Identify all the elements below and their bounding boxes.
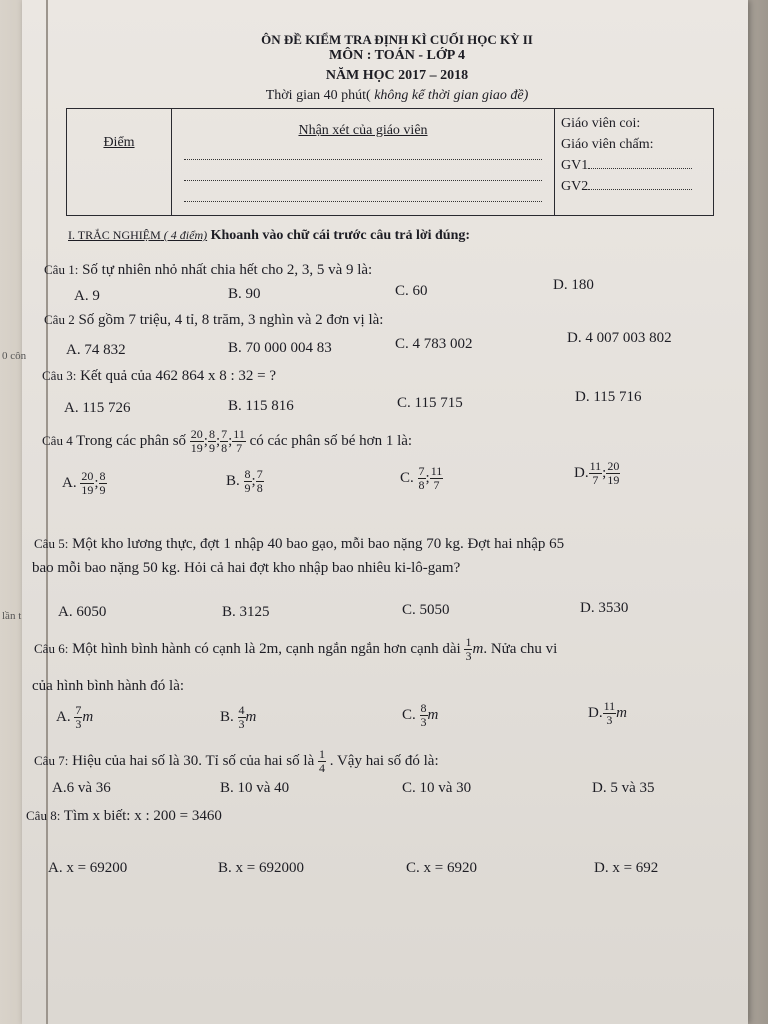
q2-option-d: D. 4 007 003 802: [567, 330, 672, 346]
q6-option-a: A. $\frac{7}{3}$ m: [56, 703, 94, 731]
q8-option-a: A. x = 69200: [48, 860, 128, 876]
section-heading: I. TRẮC NGHIỆM ( 4 điểm) Khoanh vào chữ cái trước câu trả lời đúng:: [68, 228, 471, 243]
teacher-cell: Giáo viên coi: Giáo viên chấm: GV1 GV2: [555, 109, 714, 216]
exam-sheet: [22, 0, 748, 1024]
fraction: $\frac{20}{19}$: [190, 427, 203, 455]
exam-title: ÔN ĐỀ KIỂM TRA ĐỊNH KÌ CUỐI HỌC KỲ II: [261, 32, 533, 47]
q1-option-c: C. 60: [395, 283, 428, 299]
question-8: Câu 8: Tìm x biết: x : 200 = 3460: [26, 808, 222, 824]
side-fragment: lần t: [2, 610, 22, 622]
q4-option-c: C. $\frac{7}{8}$ ; $\frac{11}{7}$: [400, 464, 443, 492]
q1-option-a: A. 9: [74, 288, 100, 304]
question-6-cont: của hình bình hành đó là:: [32, 678, 185, 694]
question-5: Câu 5: Một kho lương thực, đợt 1 nhập 40 bao gạo, mỗi bao nặng 70 kg. Đợt hai nhập 65: [34, 536, 565, 552]
q3-option-d: D. 115 716: [575, 389, 642, 405]
comment-cell: Nhận xét của giáo viên: [172, 109, 555, 216]
q6-option-d: D. $\frac{11}{3}$ m: [588, 699, 627, 727]
q1-option-b: B. 90: [228, 286, 261, 302]
question-6: Câu 6: Một hình bình hành có cạnh là 2m, cạnh ngắn ngắn hơn cạnh dài $\frac{1}{3}$ m. Nửa chu vi: [34, 635, 558, 663]
q6-option-c: C. $\frac{8}{3}$ m: [402, 701, 439, 729]
q7-option-c: C. 10 và 30: [402, 780, 472, 796]
question-3: Câu 3: Kết quả của 462 864 x 8 : 32 = ?: [42, 368, 276, 384]
q5-option-d: D. 3530: [580, 600, 629, 616]
q5-option-c: C. 5050: [402, 602, 450, 618]
q4-option-a: A. $\frac{20}{19}$ ; $\frac{8}{9}$: [62, 469, 106, 497]
q7-option-d: D. 5 và 35: [592, 780, 655, 796]
q5-option-a: A. 6050: [58, 604, 107, 620]
school-year: NĂM HỌC 2017 – 2018: [325, 68, 469, 83]
q8-option-d: D. x = 692: [594, 860, 659, 876]
fraction: $\frac{7}{8}$: [221, 427, 228, 455]
question-7: Câu 7: Hiệu của hai số là 30. Tỉ số của hai số là $\frac{1}{4}$ . Vậy hai số đó là:: [34, 747, 439, 775]
fraction: $\frac{8}{9}$: [208, 427, 215, 455]
q8-option-c: C. x = 6920: [406, 860, 477, 876]
q8-option-b: B. x = 692000: [218, 860, 304, 876]
subject-line: MÔN : TOÁN - LỚP 4: [329, 48, 465, 63]
q5-option-b: B. 3125: [222, 604, 270, 620]
q3-option-b: B. 115 816: [228, 398, 294, 414]
question-1: Câu 1: Số tự nhiên nhỏ nhất chia hết cho 2, 3, 5 và 9 là:: [44, 262, 373, 278]
q2-option-b: B. 70 000 004 83: [228, 340, 332, 356]
q7-option-a: A.6 và 36: [52, 780, 111, 796]
side-fragment: 0 côn: [2, 350, 27, 362]
q7-option-b: B. 10 và 40: [220, 780, 290, 796]
q1-option-d: D. 180: [553, 277, 594, 293]
q3-option-a: A. 115 726: [64, 400, 131, 416]
question-4: Câu 4 Trong các phân số $\frac{20}{19}$ ; $\frac{8}{9}$ ; $\frac{7}{8}$ ; $\frac{11}{7}$ có các phân số bé hơn 1 là:: [42, 427, 413, 455]
q6-option-b: B. $\frac{4}{3}$ m: [220, 703, 257, 731]
q3-option-c: C. 115 715: [397, 395, 463, 411]
q4-option-d: D. $\frac{11}{7}$ ; $\frac{20}{19}$: [574, 459, 620, 487]
question-2: Câu 2 Số gồm 7 triệu, 4 tỉ, 8 trăm, 3 nghìn và 2 đơn vị là:: [44, 312, 384, 328]
q2-option-a: A. 74 832: [66, 342, 126, 358]
q4-option-b: B. $\frac{8}{9}$ ; $\frac{7}{8}$: [226, 467, 263, 495]
question-5-cont: bao mỗi bao nặng 50 kg. Hỏi cả hai đợt kho nhập bao nhiêu ki-lô-gam?: [32, 560, 461, 576]
fraction: $\frac{11}{7}$: [233, 427, 245, 455]
time-line: Thời gian 40 phút( không kể thời gian giao đề): [265, 88, 529, 103]
score-table: [66, 108, 714, 216]
score-cell: Điểm: [67, 109, 172, 216]
q2-option-c: C. 4 783 002: [395, 336, 473, 352]
